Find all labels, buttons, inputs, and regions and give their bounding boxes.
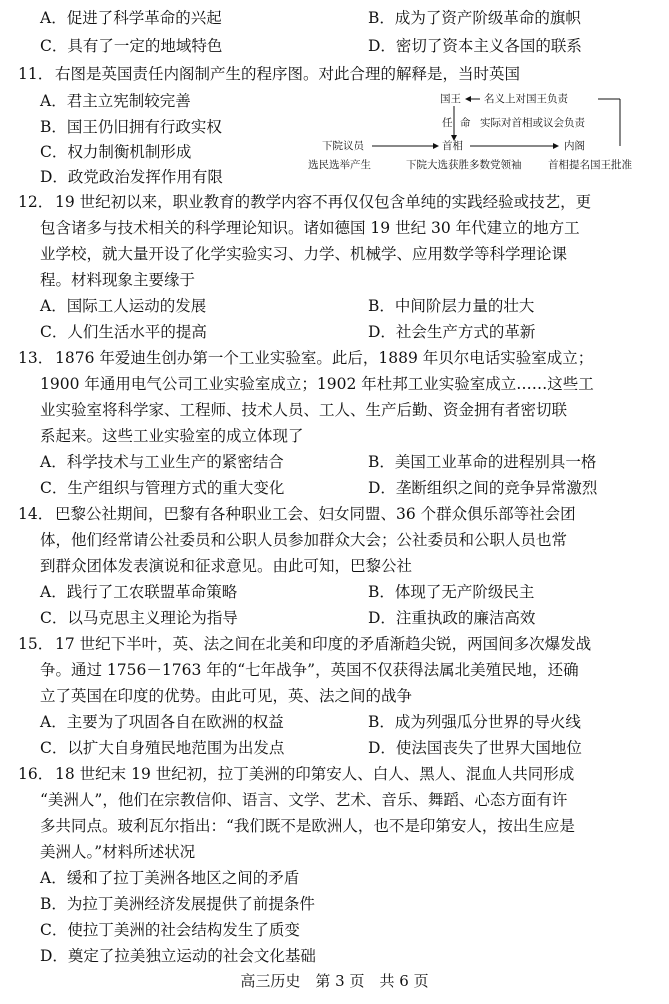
diagram-mp: 下院议员: [322, 140, 364, 152]
q12-option-b: B．中间阶层力量的壮大: [368, 297, 535, 315]
q13-option-a: A．科学技术与工业生产的紧密结合: [40, 453, 284, 471]
q12-stem-line-1: 19 世纪初以来，职业教育的教学内容不再仅仅包含单纯的实践经验或技艺，更: [55, 193, 592, 211]
q12-number: 12．: [18, 193, 54, 211]
q16-number: 16．: [18, 765, 54, 783]
q13-stem-line-2: 1900 年通用电气公司工业实验室成立；1902 年杜邦工业实验室成立……这些工: [40, 375, 594, 393]
q12-stem-line-4: 程。材料现象主要缘于: [40, 271, 196, 289]
q15-stem-line-3: 立了英国在印度的优势。由此可见，英、法之间的战争: [40, 687, 413, 705]
q15-option-d: D．使法国丧失了世界大国地位: [368, 739, 582, 757]
q13-stem-line-3: 业实验室将科学家、工程师、技术人员、工人、生产后勤、资金拥有者密切联: [40, 401, 568, 419]
diagram-appoint-1: 任: [442, 117, 453, 129]
q14-option-b: B．体现了无产阶级民主: [368, 583, 535, 601]
cabinet-system-diagram: [308, 88, 660, 178]
diagram-party-leader: 下院大选获胜多数党领袖: [406, 159, 522, 171]
diagram-nominal: 名义上对国王负责: [484, 93, 568, 105]
q15-number: 15．: [18, 635, 54, 653]
q10-option-a: A．促进了科学革命的兴起: [40, 9, 222, 27]
q13-option-d: D．垄断组织之间的竞争异常激烈: [368, 479, 598, 497]
q16-stem-line-2: “美洲人”，他们在宗教信仰、语言、文学、艺术、音乐、舞蹈、心态方面有许: [40, 791, 568, 809]
diagram-pm: 首相: [442, 140, 463, 152]
q15-stem-line-1: 17 世纪下半叶，英、法之间在北美和印度的矛盾渐趋尖锐，两国间多次爆发战: [55, 635, 592, 653]
diagram-cabinet: 内阁: [564, 140, 585, 152]
diagram-elected: 选民选举产生: [308, 159, 371, 171]
q16-option-a: A．缓和了拉丁美洲各地区之间的矛盾: [40, 869, 300, 887]
q14-stem-line-3: 到群众团体发表演说和征求意见。由此可知，巴黎公社: [40, 557, 413, 575]
q16-stem-line-4: 美洲人。”材料所述状况: [40, 843, 196, 861]
q12-option-d: D．社会生产方式的革新: [368, 323, 536, 341]
q10-option-d: D．密切了资本主义各国的联系: [368, 37, 582, 55]
q12-stem-line-2: 包含诸多与技术相关的科学理论知识。诸如德国 19 世纪 30 年代建立的地方工: [40, 219, 580, 237]
q11-stem: 右图是英国责任内阁制产生的程序图。对此合理的解释是，当时英国: [55, 65, 521, 83]
q16-option-b: B．为拉丁美洲经济发展提供了前提条件: [40, 895, 315, 913]
q14-option-d: D．注重执政的廉洁高效: [368, 609, 536, 627]
q10-option-b: B．成为了资产阶级革命的旗帜: [368, 9, 581, 27]
q11-number: 11．: [18, 65, 54, 83]
q15-stem-line-2: 争。通过 1756－1763 年的“七年战争”，英国不仅获得法属北美殖民地，还确: [40, 661, 579, 679]
q12-stem-line-3: 业学校，就大量开设了化学实验实习、力学、机械学、应用数学等科学理论课: [40, 245, 568, 263]
q11-option-c: C．权力制衡机制形成: [40, 143, 192, 161]
q15-option-b: B．成为列强瓜分世界的导火线: [368, 713, 581, 731]
q11-option-b: B．国王仍旧拥有行政实权: [40, 118, 222, 136]
diagram-nominate: 首相提名国王批准: [548, 159, 632, 171]
diagram-appoint-2: 命: [460, 117, 471, 129]
q14-stem-line-2: 体，他们经常请公社委员和公职人员参加群众大会；公社委员和公职人员也常: [40, 531, 568, 549]
q16-option-d: D．奠定了拉美独立运动的社会文化基础: [40, 947, 316, 965]
q13-option-c: C．生产组织与管理方式的重大变化: [40, 479, 285, 497]
q15-option-a: A．主要为了巩固各自在欧洲的权益: [40, 713, 284, 731]
q14-option-c: C．以马克思主义理论为指导: [40, 609, 238, 627]
q16-option-c: C．使拉丁美洲的社会结构发生了质变: [40, 921, 300, 939]
q14-number: 14．: [18, 505, 54, 523]
diagram-actual: 实际对首相或议会负责: [480, 117, 585, 129]
q14-stem-line-1: 巴黎公社期间，巴黎有各种职业工会、妇女同盟、36 个群众俱乐部等社会团: [55, 505, 576, 523]
q13-stem-line-4: 系起来。这些工业实验室的成立体现了: [40, 427, 304, 445]
q16-stem-line-3: 多共同点。玻利瓦尔指出：“我们既不是欧洲人，也不是印第安人，按出生应是: [40, 817, 575, 835]
q14-option-a: A．践行了工农联盟革命策略: [40, 583, 238, 601]
q11-option-a: A．君主立宪制较完善: [40, 92, 191, 110]
q12-option-a: A．国际工人运动的发展: [40, 297, 207, 315]
q10-option-c: C．具有了一定的地域特色: [40, 37, 223, 55]
q13-option-b: B．美国工业革命的进程别具一格: [368, 453, 597, 471]
q16-stem-line-1: 18 世纪末 19 世纪初，拉丁美洲的印第安人、白人、黑人、混血人共同形成: [55, 765, 575, 783]
diagram-king: 国王: [440, 93, 461, 105]
q13-number: 13．: [18, 349, 54, 367]
q13-stem-line-1: 1876 年爱迪生创办第一个工业实验室。此后，1889 年贝尔电话实验室成立；: [55, 349, 594, 367]
q11-option-d: D．政党政治发挥作用有限: [40, 168, 223, 186]
q12-option-c: C．人们生活水平的提高: [40, 323, 207, 341]
q15-option-c: C．以扩大自身殖民地范围为出发点: [40, 739, 285, 757]
page-footer: 高三历史 第 3 页 共 6 页: [240, 972, 429, 990]
